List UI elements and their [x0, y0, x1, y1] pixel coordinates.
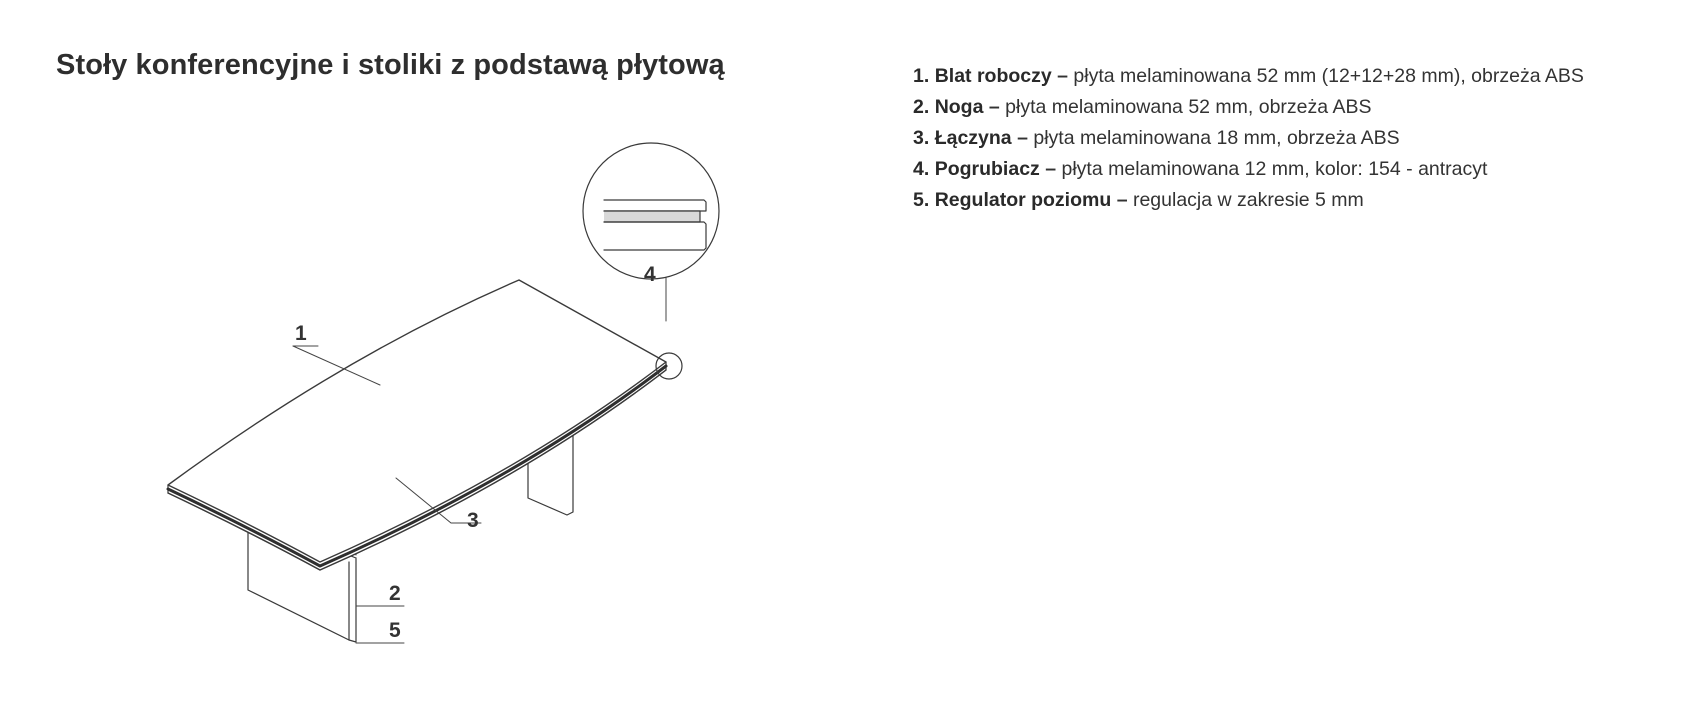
legend-separator: – — [1057, 65, 1068, 87]
legend-separator: – — [1017, 127, 1028, 149]
legend-description: płyta melaminowana 52 mm (12+12+28 mm), obrzeża ABS — [1073, 65, 1584, 87]
legend-number: 2. — [913, 96, 930, 118]
legend-number: 3. — [913, 127, 930, 149]
legend-number: 1. — [913, 65, 930, 87]
legend-description: regulacja w zakresie 5 mm — [1132, 189, 1364, 211]
legend-number: 4. — [913, 158, 930, 180]
legend-number: 5. — [913, 189, 930, 211]
page-title: Stoły konferencyjne i stoliki z podstawą płytową — [56, 49, 725, 82]
legend-part-name: Pogrubiacz — [934, 158, 1040, 180]
legend-separator: – — [1045, 158, 1057, 180]
legend-description: płyta melaminowana 52 mm, obrzeża ABS — [1005, 96, 1372, 118]
callout-1: 1 — [295, 322, 307, 345]
legend-description: płyta melaminowana 12 mm, kolor: 154 - antracyt — [1061, 158, 1488, 180]
callout-2: 2 — [389, 582, 401, 605]
legend-part-name: Łączyna — [934, 127, 1012, 149]
callout-5: 5 — [389, 619, 401, 642]
callout-3: 3 — [467, 509, 479, 532]
legend-description: płyta melaminowana 18 mm, obrzeża ABS — [1033, 127, 1400, 149]
legend-part-name: Noga — [934, 96, 984, 118]
legend-separator: – — [1116, 189, 1128, 211]
legend-separator: – — [988, 96, 1000, 118]
legend-part-name: Blat roboczy — [934, 65, 1052, 87]
callout-4: 4 — [644, 263, 656, 286]
legend-part-name: Regulator poziomu — [934, 189, 1112, 211]
